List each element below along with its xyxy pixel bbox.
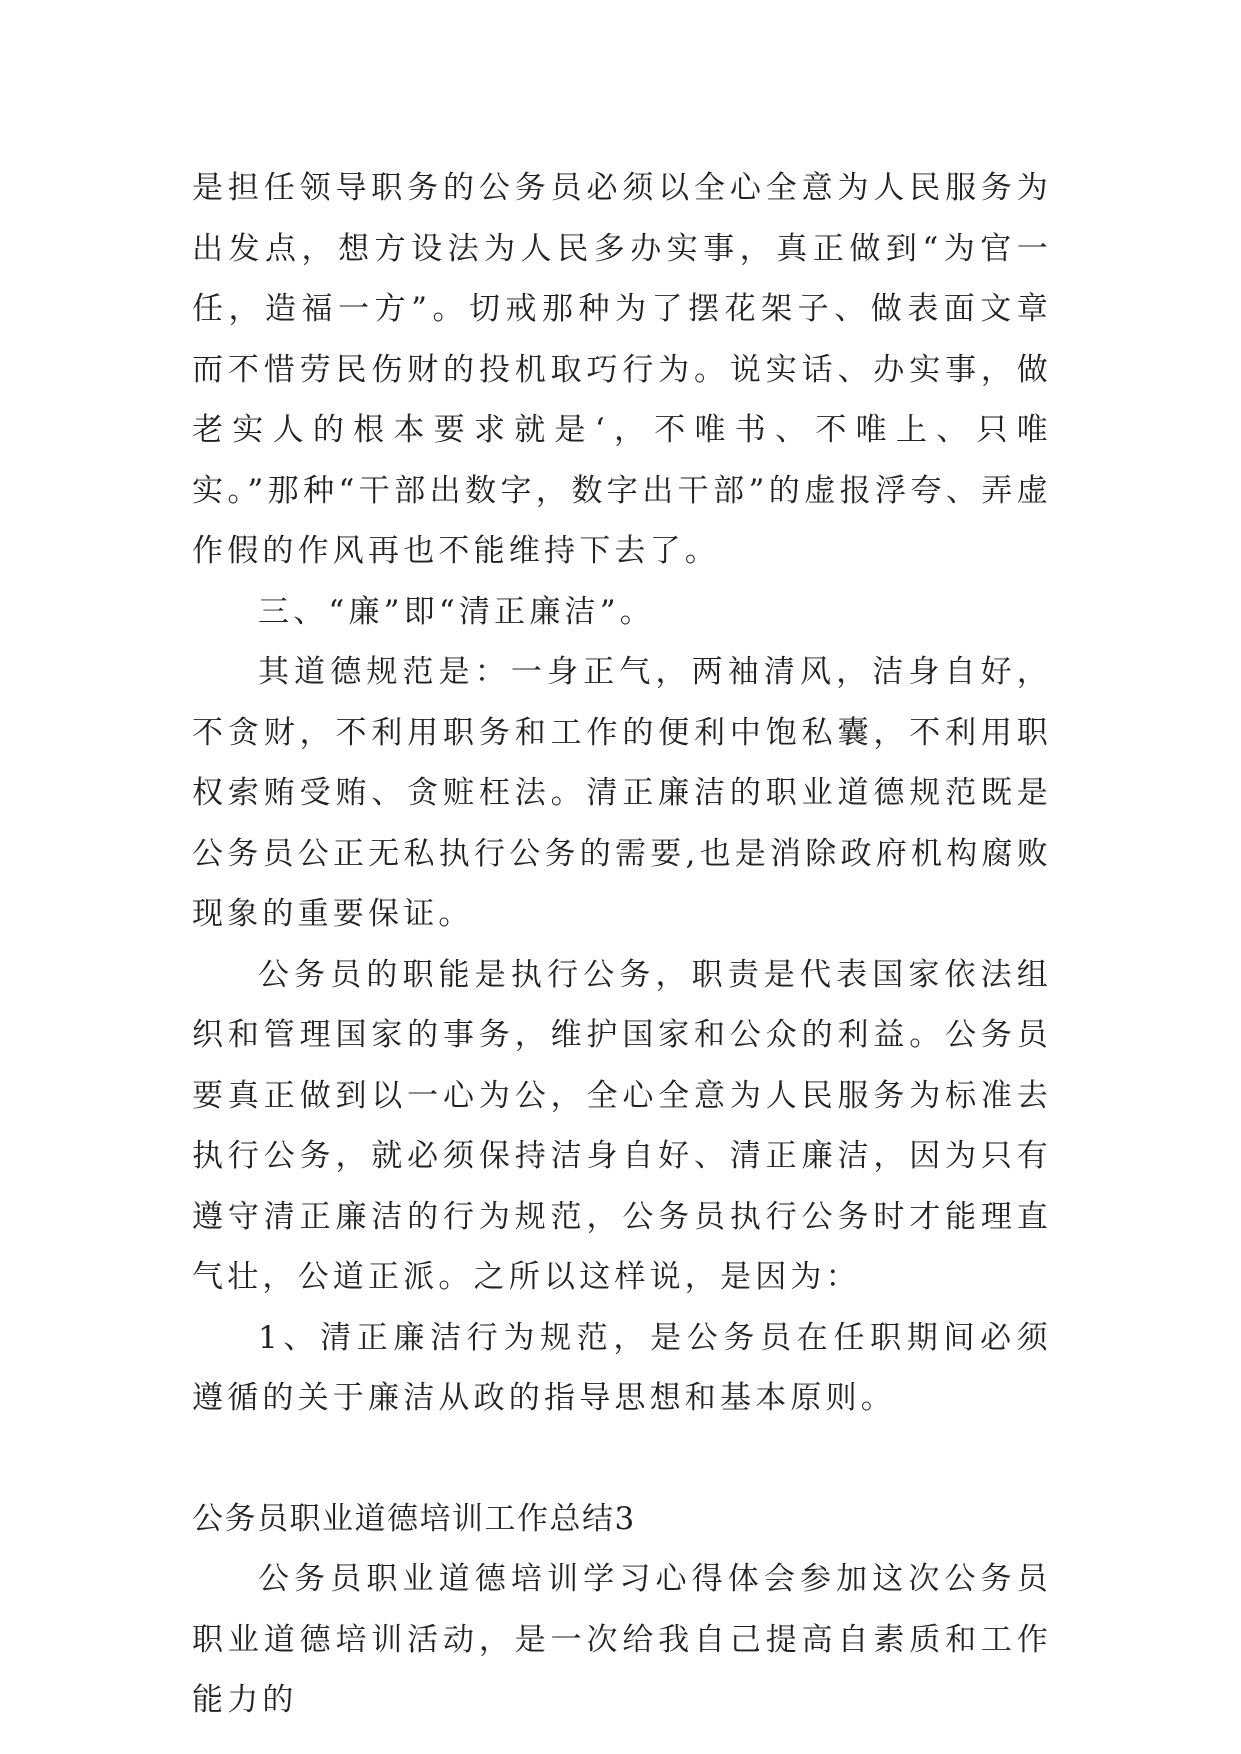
paragraph-point-one: 1、清正廉洁行为规范，是公务员在任职期间必须遵循的关于廉洁从政的指导思想和基本原则。: [192, 1319, 1052, 1416]
section-title: 公务员职业道德培训工作总结3: [192, 1500, 636, 1537]
heading-lian-integrity: 三、“廉”即“清正廉洁”。: [258, 593, 655, 630]
paragraph-civil-servant-function: 公务员的职能是执行公务，职责是代表国家依法组织和管理国家的事务，维护国家和公众的利益。公务员要真正做到以一心为公，全心全意为人民服务为标准去执行公务，就必须保持洁身自好、清正廉洁，因为只有遵守清正廉洁的行为规范，公务员执行公务时才能理直气壮，公道正派。之所以这样说，是因为：: [192, 956, 1052, 1295]
paragraph-section-intro: 公务员职业道德培训学习心得体会参加这次公务员职业道德培训活动，是一次给我自己提高自素质和工作能力的: [192, 1561, 1052, 1718]
document-body: [192, 158, 1052, 1731]
paragraph-moral-norms: 其道德规范是：一身正气，两袖清风，洁身自好，不贪财，不利用职务和工作的便利中饱私囊，不利用职权索贿受贿、贪赃枉法。清正廉洁的职业道德规范既是公务员公正无私执行公务的需要,也是消除政府机构腐败现象的重要保证。: [192, 654, 1052, 932]
paragraph-leadership-duty: 是担任领导职务的公务员必须以全心全意为人民服务为出发点，想方设法为人民多办实事，真正做到“为官一任，造福一方”。切戒那种为了摆花架子、做表面文章而不惜劳民伤财的投机取巧行为。说实话、办实事，做老实人的根本要求就是‘，不唯书、不唯上、只唯实。”那种“干部出数字，数字出干部”的虚报浮夸、弄虚作假的作风再也不能维持下去了。: [192, 170, 1052, 569]
